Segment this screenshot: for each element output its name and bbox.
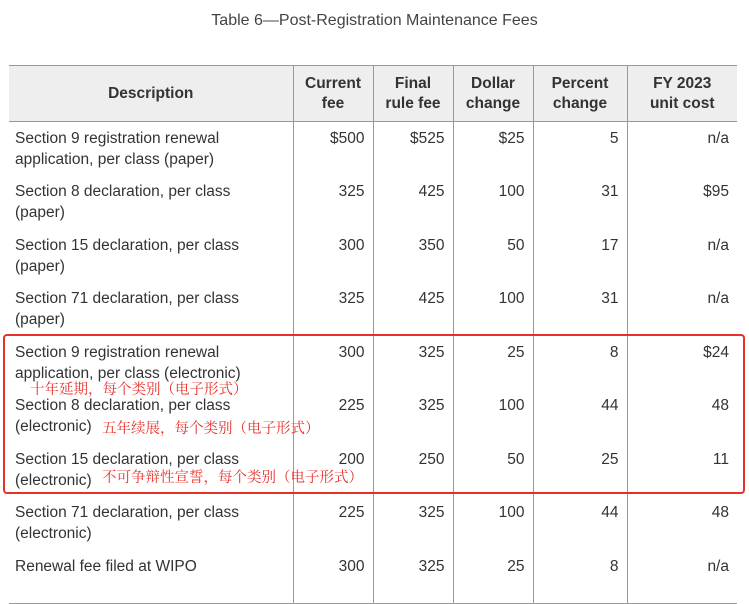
- header-final-rule-fee: Final rule fee: [373, 66, 453, 122]
- cell-current-fee: 300: [293, 229, 373, 283]
- cell-current-fee: 200: [293, 443, 373, 497]
- cell-dollar-change: 25: [453, 336, 533, 390]
- cell-description: Section 71 declaration, per class (electronic): [15, 504, 240, 542]
- table-row: [9, 282, 737, 336]
- cell-current-fee: 325: [293, 282, 373, 336]
- header-unit-cost: FY 2023 unit cost: [627, 66, 737, 122]
- cell-percent-change: 8: [533, 550, 627, 604]
- cell-final-rule-fee: 325: [373, 336, 453, 390]
- cell-description: Section 9 registration renewal application, per class (electronic): [15, 343, 241, 382]
- cell-current-fee: 225: [293, 389, 373, 443]
- cell-dollar-change: 50: [453, 229, 533, 283]
- annotation-note-renewal: 十年延期，每个类别（电子形式）: [30, 382, 248, 398]
- cell-percent-change: 25: [533, 443, 627, 497]
- cell-current-fee: 300: [293, 550, 373, 604]
- cell-dollar-change: $25: [453, 122, 533, 176]
- annotation-note-declaration: 五年续展，每个类别（电子形式）: [102, 421, 320, 437]
- cell-final-rule-fee: 325: [373, 389, 453, 443]
- cell-unit-cost: n/a: [627, 122, 737, 176]
- cell-percent-change: 5: [533, 122, 627, 176]
- table-row: [9, 175, 737, 229]
- header-row: [9, 66, 737, 122]
- cell-final-rule-fee: $525: [373, 122, 453, 176]
- cell-description: Section 71 declaration, per class (paper): [15, 290, 240, 328]
- cell-unit-cost: 11: [627, 443, 737, 497]
- cell-dollar-change: 100: [453, 175, 533, 229]
- cell-final-rule-fee: 325: [373, 496, 453, 550]
- cell-percent-change: 31: [533, 282, 627, 336]
- cell-description: Section 8 declaration, per class (electronic): [15, 397, 231, 435]
- cell-dollar-change: 25: [453, 550, 533, 604]
- cell-final-rule-fee: 425: [373, 282, 453, 336]
- cell-final-rule-fee: 425: [373, 175, 453, 229]
- cell-final-rule-fee: 350: [373, 229, 453, 283]
- cell-percent-change: 44: [533, 389, 627, 443]
- table-row: [9, 122, 737, 176]
- cell-dollar-change: 50: [453, 443, 533, 497]
- cell-unit-cost: $95: [627, 175, 737, 229]
- cell-current-fee: 325: [293, 175, 373, 229]
- cell-percent-change: 17: [533, 229, 627, 283]
- cell-description: Section 9 registration renewal application, per class (paper): [15, 130, 220, 168]
- annotation-note-incontestability: 不可争辩性宣誓，每个类别（电子形式）: [102, 470, 363, 486]
- header-percent-change: Percent change: [533, 66, 627, 122]
- cell-dollar-change: 100: [453, 496, 533, 550]
- cell-percent-change: 8: [533, 336, 627, 390]
- maintenance-fees-table: [9, 65, 737, 604]
- cell-current-fee: $500: [293, 122, 373, 176]
- cell-dollar-change: 100: [453, 282, 533, 336]
- cell-description: Renewal fee filed at WIPO: [15, 557, 197, 575]
- cell-unit-cost: 48: [627, 496, 737, 550]
- cell-unit-cost: n/a: [627, 282, 737, 336]
- header-dollar-change: Dollar change: [453, 66, 533, 122]
- cell-description: Section 8 declaration, per class (paper): [15, 183, 231, 221]
- cell-final-rule-fee: 250: [373, 443, 453, 497]
- cell-percent-change: 31: [533, 175, 627, 229]
- cell-unit-cost: n/a: [627, 229, 737, 283]
- cell-unit-cost: $24: [627, 336, 737, 390]
- cell-percent-change: 44: [533, 496, 627, 550]
- table-caption: Table 6—Post-Registration Maintenance Fees: [211, 12, 538, 29]
- table-row: [9, 496, 737, 550]
- cell-current-fee: 225: [293, 496, 373, 550]
- cell-unit-cost: n/a: [627, 550, 737, 604]
- cell-description: Section 15 declaration, per class (paper): [15, 236, 240, 275]
- cell-current-fee: 300: [293, 336, 373, 390]
- cell-final-rule-fee: 325: [373, 550, 453, 604]
- cell-description: Section 15 declaration, per class (electronic): [15, 450, 240, 489]
- header-description: Description: [9, 66, 293, 122]
- header-current-fee: Current fee: [293, 66, 373, 122]
- table-row: [9, 550, 737, 604]
- cell-dollar-change: 100: [453, 389, 533, 443]
- cell-unit-cost: 48: [627, 389, 737, 443]
- table-row: [9, 229, 737, 283]
